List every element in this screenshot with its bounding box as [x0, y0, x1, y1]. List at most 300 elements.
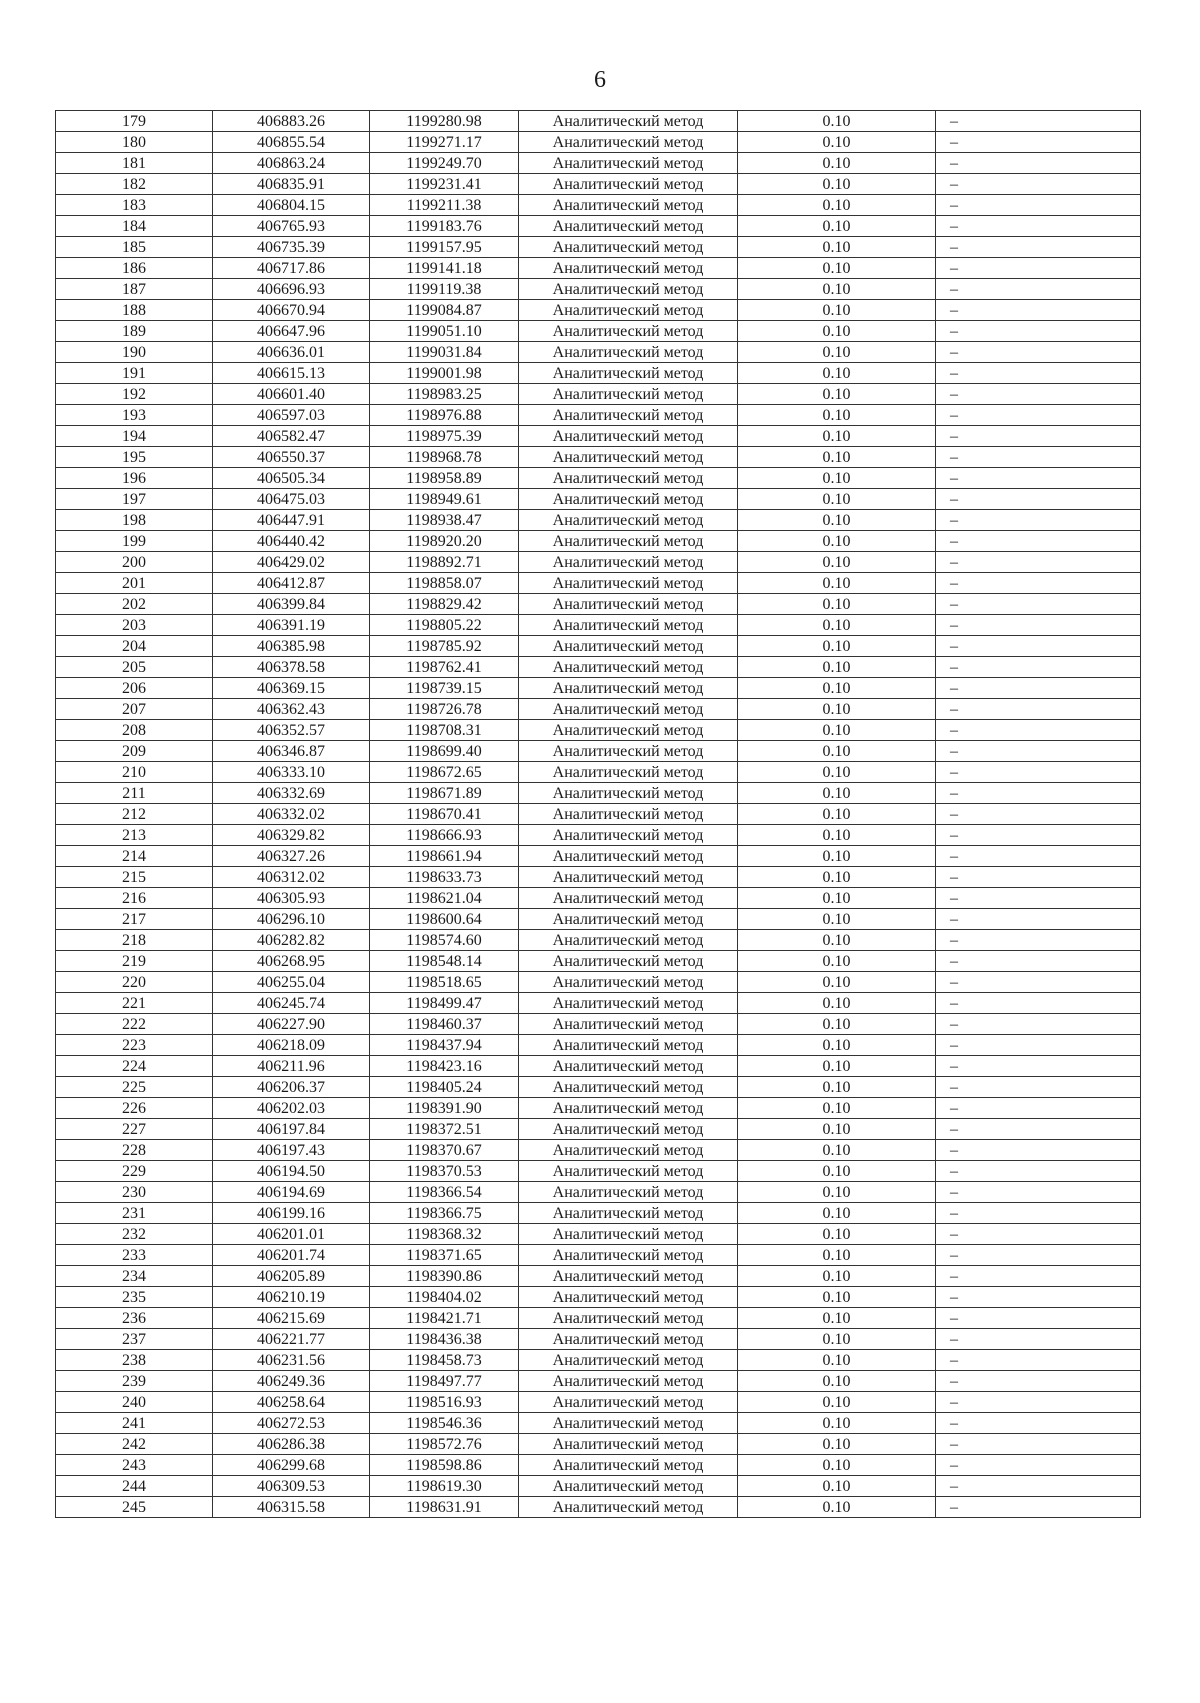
method-cell: Аналитический метод — [519, 1476, 738, 1497]
point-number-cell: 211 — [56, 783, 213, 804]
x-coordinate-cell: 406429.02 — [213, 552, 370, 573]
x-coordinate-cell: 406272.53 — [213, 1413, 370, 1434]
method-cell: Аналитический метод — [519, 321, 738, 342]
description-cell: – — [936, 1371, 1141, 1392]
table-row — [56, 846, 1141, 867]
point-number-cell: 199 — [56, 531, 213, 552]
precision-cell: 0.10 — [738, 867, 936, 888]
y-coordinate-cell: 1198437.94 — [370, 1035, 519, 1056]
description-cell: – — [936, 1077, 1141, 1098]
y-coordinate-cell: 1198390.86 — [370, 1266, 519, 1287]
x-coordinate-cell: 406385.98 — [213, 636, 370, 657]
x-coordinate-cell: 406206.37 — [213, 1077, 370, 1098]
precision-cell: 0.10 — [738, 1266, 936, 1287]
table-row — [56, 993, 1141, 1014]
description-cell: – — [936, 1476, 1141, 1497]
precision-cell: 0.10 — [738, 300, 936, 321]
point-number-cell: 188 — [56, 300, 213, 321]
method-cell: Аналитический метод — [519, 846, 738, 867]
table-row — [56, 1329, 1141, 1350]
method-cell: Аналитический метод — [519, 1245, 738, 1266]
precision-cell: 0.10 — [738, 153, 936, 174]
point-number-cell: 198 — [56, 510, 213, 531]
description-cell: – — [936, 1497, 1141, 1518]
precision-cell: 0.10 — [738, 825, 936, 846]
y-coordinate-cell: 1198370.67 — [370, 1140, 519, 1161]
x-coordinate-cell: 406804.15 — [213, 195, 370, 216]
table-row — [56, 468, 1141, 489]
precision-cell: 0.10 — [738, 909, 936, 930]
description-cell: – — [936, 1434, 1141, 1455]
precision-cell: 0.10 — [738, 1308, 936, 1329]
precision-cell: 0.10 — [738, 888, 936, 909]
method-cell: Аналитический метод — [519, 489, 738, 510]
y-coordinate-cell: 1198968.78 — [370, 447, 519, 468]
method-cell: Аналитический метод — [519, 279, 738, 300]
method-cell: Аналитический метод — [519, 1266, 738, 1287]
table-row — [56, 1056, 1141, 1077]
point-number-cell: 180 — [56, 132, 213, 153]
method-cell: Аналитический метод — [519, 111, 738, 132]
x-coordinate-cell: 406597.03 — [213, 405, 370, 426]
table-row — [56, 300, 1141, 321]
x-coordinate-cell: 406412.87 — [213, 573, 370, 594]
x-coordinate-cell: 406346.87 — [213, 741, 370, 762]
description-cell: – — [936, 1413, 1141, 1434]
method-cell: Аналитический метод — [519, 1224, 738, 1245]
point-number-cell: 204 — [56, 636, 213, 657]
precision-cell: 0.10 — [738, 594, 936, 615]
y-coordinate-cell: 1198938.47 — [370, 510, 519, 531]
precision-cell: 0.10 — [738, 279, 936, 300]
y-coordinate-cell: 1198975.39 — [370, 426, 519, 447]
method-cell: Аналитический метод — [519, 1413, 738, 1434]
y-coordinate-cell: 1198404.02 — [370, 1287, 519, 1308]
description-cell: – — [936, 1308, 1141, 1329]
point-number-cell: 186 — [56, 258, 213, 279]
x-coordinate-cell: 406883.26 — [213, 111, 370, 132]
x-coordinate-cell: 406615.13 — [213, 363, 370, 384]
table-row — [56, 510, 1141, 531]
precision-cell: 0.10 — [738, 1350, 936, 1371]
coordinates-table — [55, 110, 1141, 1518]
y-coordinate-cell: 1198366.75 — [370, 1203, 519, 1224]
method-cell: Аналитический метод — [519, 510, 738, 531]
precision-cell: 0.10 — [738, 615, 936, 636]
precision-cell: 0.10 — [738, 1371, 936, 1392]
precision-cell: 0.10 — [738, 762, 936, 783]
precision-cell: 0.10 — [738, 1161, 936, 1182]
description-cell: – — [936, 363, 1141, 384]
table-row — [56, 951, 1141, 972]
x-coordinate-cell: 406227.90 — [213, 1014, 370, 1035]
point-number-cell: 240 — [56, 1392, 213, 1413]
x-coordinate-cell: 406835.91 — [213, 174, 370, 195]
y-coordinate-cell: 1198666.93 — [370, 825, 519, 846]
description-cell: – — [936, 1224, 1141, 1245]
y-coordinate-cell: 1199280.98 — [370, 111, 519, 132]
point-number-cell: 234 — [56, 1266, 213, 1287]
method-cell: Аналитический метод — [519, 300, 738, 321]
table-row — [56, 972, 1141, 993]
table-row — [56, 741, 1141, 762]
table-row — [56, 174, 1141, 195]
x-coordinate-cell: 406475.03 — [213, 489, 370, 510]
method-cell: Аналитический метод — [519, 132, 738, 153]
page-number: 6 — [594, 67, 606, 93]
table-row — [56, 447, 1141, 468]
x-coordinate-cell: 406309.53 — [213, 1476, 370, 1497]
description-cell: – — [936, 426, 1141, 447]
method-cell: Аналитический метод — [519, 468, 738, 489]
x-coordinate-cell: 406194.50 — [213, 1161, 370, 1182]
precision-cell: 0.10 — [738, 741, 936, 762]
method-cell: Аналитический метод — [519, 762, 738, 783]
point-number-cell: 195 — [56, 447, 213, 468]
description-cell: – — [936, 720, 1141, 741]
method-cell: Аналитический метод — [519, 1182, 738, 1203]
description-cell: – — [936, 321, 1141, 342]
precision-cell: 0.10 — [738, 573, 936, 594]
point-number-cell: 230 — [56, 1182, 213, 1203]
method-cell: Аналитический метод — [519, 1497, 738, 1518]
table-row — [56, 216, 1141, 237]
point-number-cell: 206 — [56, 678, 213, 699]
point-number-cell: 192 — [56, 384, 213, 405]
table-row — [56, 1350, 1141, 1371]
method-cell: Аналитический метод — [519, 909, 738, 930]
table-row — [56, 237, 1141, 258]
x-coordinate-cell: 406231.56 — [213, 1350, 370, 1371]
x-coordinate-cell: 406333.10 — [213, 762, 370, 783]
x-coordinate-cell: 406197.84 — [213, 1119, 370, 1140]
point-number-cell: 238 — [56, 1350, 213, 1371]
y-coordinate-cell: 1198829.42 — [370, 594, 519, 615]
x-coordinate-cell: 406210.19 — [213, 1287, 370, 1308]
x-coordinate-cell: 406202.03 — [213, 1098, 370, 1119]
precision-cell: 0.10 — [738, 132, 936, 153]
table-row — [56, 678, 1141, 699]
method-cell: Аналитический метод — [519, 153, 738, 174]
point-number-cell: 227 — [56, 1119, 213, 1140]
y-coordinate-cell: 1198976.88 — [370, 405, 519, 426]
table-row — [56, 1413, 1141, 1434]
precision-cell: 0.10 — [738, 1119, 936, 1140]
table-row — [56, 363, 1141, 384]
description-cell: – — [936, 1140, 1141, 1161]
precision-cell: 0.10 — [738, 216, 936, 237]
point-number-cell: 222 — [56, 1014, 213, 1035]
description-cell: – — [936, 531, 1141, 552]
point-number-cell: 190 — [56, 342, 213, 363]
y-coordinate-cell: 1198497.77 — [370, 1371, 519, 1392]
point-number-cell: 233 — [56, 1245, 213, 1266]
description-cell: – — [936, 762, 1141, 783]
method-cell: Аналитический метод — [519, 741, 738, 762]
precision-cell: 0.10 — [738, 1245, 936, 1266]
description-cell: – — [936, 972, 1141, 993]
x-coordinate-cell: 406391.19 — [213, 615, 370, 636]
x-coordinate-cell: 406717.86 — [213, 258, 370, 279]
table-row — [56, 132, 1141, 153]
y-coordinate-cell: 1198460.37 — [370, 1014, 519, 1035]
point-number-cell: 228 — [56, 1140, 213, 1161]
description-cell: – — [936, 1056, 1141, 1077]
table-row — [56, 804, 1141, 825]
point-number-cell: 202 — [56, 594, 213, 615]
y-coordinate-cell: 1198726.78 — [370, 699, 519, 720]
table-row — [56, 426, 1141, 447]
y-coordinate-cell: 1198372.51 — [370, 1119, 519, 1140]
precision-cell: 0.10 — [738, 363, 936, 384]
x-coordinate-cell: 406327.26 — [213, 846, 370, 867]
method-cell: Аналитический метод — [519, 174, 738, 195]
method-cell: Аналитический метод — [519, 678, 738, 699]
y-coordinate-cell: 1199031.84 — [370, 342, 519, 363]
point-number-cell: 223 — [56, 1035, 213, 1056]
precision-cell: 0.10 — [738, 972, 936, 993]
y-coordinate-cell: 1199271.17 — [370, 132, 519, 153]
precision-cell: 0.10 — [738, 1203, 936, 1224]
method-cell: Аналитический метод — [519, 552, 738, 573]
table-row — [56, 615, 1141, 636]
y-coordinate-cell: 1198391.90 — [370, 1098, 519, 1119]
x-coordinate-cell: 406735.39 — [213, 237, 370, 258]
description-cell: – — [936, 1203, 1141, 1224]
method-cell: Аналитический метод — [519, 1077, 738, 1098]
method-cell: Аналитический метод — [519, 426, 738, 447]
method-cell: Аналитический метод — [519, 867, 738, 888]
x-coordinate-cell: 406258.64 — [213, 1392, 370, 1413]
point-number-cell: 237 — [56, 1329, 213, 1350]
table-row — [56, 531, 1141, 552]
point-number-cell: 179 — [56, 111, 213, 132]
y-coordinate-cell: 1198518.65 — [370, 972, 519, 993]
y-coordinate-cell: 1198762.41 — [370, 657, 519, 678]
table-row — [56, 552, 1141, 573]
point-number-cell: 245 — [56, 1497, 213, 1518]
method-cell: Аналитический метод — [519, 825, 738, 846]
description-cell: – — [936, 615, 1141, 636]
description-cell: – — [936, 552, 1141, 573]
table-row — [56, 1203, 1141, 1224]
x-coordinate-cell: 406249.36 — [213, 1371, 370, 1392]
method-cell: Аналитический метод — [519, 363, 738, 384]
point-number-cell: 189 — [56, 321, 213, 342]
description-cell: – — [936, 573, 1141, 594]
y-coordinate-cell: 1198370.53 — [370, 1161, 519, 1182]
table-row — [56, 1014, 1141, 1035]
x-coordinate-cell: 406447.91 — [213, 510, 370, 531]
point-number-cell: 220 — [56, 972, 213, 993]
precision-cell: 0.10 — [738, 1434, 936, 1455]
precision-cell: 0.10 — [738, 951, 936, 972]
point-number-cell: 208 — [56, 720, 213, 741]
description-cell: – — [936, 1182, 1141, 1203]
x-coordinate-cell: 406362.43 — [213, 699, 370, 720]
table-row — [56, 930, 1141, 951]
x-coordinate-cell: 406201.74 — [213, 1245, 370, 1266]
precision-cell: 0.10 — [738, 783, 936, 804]
precision-cell: 0.10 — [738, 447, 936, 468]
precision-cell: 0.10 — [738, 1455, 936, 1476]
x-coordinate-cell: 406863.24 — [213, 153, 370, 174]
x-coordinate-cell: 406282.82 — [213, 930, 370, 951]
table-row — [56, 699, 1141, 720]
description-cell: – — [936, 783, 1141, 804]
x-coordinate-cell: 406329.82 — [213, 825, 370, 846]
description-cell: – — [936, 1266, 1141, 1287]
point-number-cell: 239 — [56, 1371, 213, 1392]
method-cell: Аналитический метод — [519, 993, 738, 1014]
y-coordinate-cell: 1198892.71 — [370, 552, 519, 573]
x-coordinate-cell: 406332.69 — [213, 783, 370, 804]
method-cell: Аналитический метод — [519, 657, 738, 678]
point-number-cell: 194 — [56, 426, 213, 447]
precision-cell: 0.10 — [738, 1098, 936, 1119]
y-coordinate-cell: 1199141.18 — [370, 258, 519, 279]
x-coordinate-cell: 406199.16 — [213, 1203, 370, 1224]
precision-cell: 0.10 — [738, 1014, 936, 1035]
description-cell: – — [936, 132, 1141, 153]
point-number-cell: 207 — [56, 699, 213, 720]
method-cell: Аналитический метод — [519, 1287, 738, 1308]
method-cell: Аналитический метод — [519, 216, 738, 237]
precision-cell: 0.10 — [738, 1077, 936, 1098]
description-cell: – — [936, 1329, 1141, 1350]
table-row — [56, 1245, 1141, 1266]
description-cell: – — [936, 993, 1141, 1014]
point-number-cell: 185 — [56, 237, 213, 258]
method-cell: Аналитический метод — [519, 195, 738, 216]
method-cell: Аналитический метод — [519, 1308, 738, 1329]
y-coordinate-cell: 1199211.38 — [370, 195, 519, 216]
description-cell: – — [936, 804, 1141, 825]
description-cell: – — [936, 1119, 1141, 1140]
table-row — [56, 783, 1141, 804]
table-row — [56, 1287, 1141, 1308]
y-coordinate-cell: 1198574.60 — [370, 930, 519, 951]
method-cell: Аналитический метод — [519, 447, 738, 468]
point-number-cell: 216 — [56, 888, 213, 909]
y-coordinate-cell: 1198458.73 — [370, 1350, 519, 1371]
y-coordinate-cell: 1199051.10 — [370, 321, 519, 342]
table-row — [56, 594, 1141, 615]
table-row — [56, 1224, 1141, 1245]
precision-cell: 0.10 — [738, 1497, 936, 1518]
description-cell: – — [936, 510, 1141, 531]
x-coordinate-cell: 406201.01 — [213, 1224, 370, 1245]
y-coordinate-cell: 1198572.76 — [370, 1434, 519, 1455]
precision-cell: 0.10 — [738, 510, 936, 531]
table-row — [56, 867, 1141, 888]
precision-cell: 0.10 — [738, 342, 936, 363]
method-cell: Аналитический метод — [519, 1371, 738, 1392]
y-coordinate-cell: 1199001.98 — [370, 363, 519, 384]
x-coordinate-cell: 406245.74 — [213, 993, 370, 1014]
y-coordinate-cell: 1198548.14 — [370, 951, 519, 972]
table-row — [56, 1140, 1141, 1161]
precision-cell: 0.10 — [738, 195, 936, 216]
table-row — [56, 762, 1141, 783]
y-coordinate-cell: 1198499.47 — [370, 993, 519, 1014]
y-coordinate-cell: 1198516.93 — [370, 1392, 519, 1413]
x-coordinate-cell: 406369.15 — [213, 678, 370, 699]
y-coordinate-cell: 1198633.73 — [370, 867, 519, 888]
method-cell: Аналитический метод — [519, 342, 738, 363]
y-coordinate-cell: 1198598.86 — [370, 1455, 519, 1476]
table-row — [56, 1266, 1141, 1287]
method-cell: Аналитический метод — [519, 1140, 738, 1161]
y-coordinate-cell: 1198368.32 — [370, 1224, 519, 1245]
point-number-cell: 193 — [56, 405, 213, 426]
table-row — [56, 825, 1141, 846]
y-coordinate-cell: 1199157.95 — [370, 237, 519, 258]
precision-cell: 0.10 — [738, 1140, 936, 1161]
point-number-cell: 225 — [56, 1077, 213, 1098]
x-coordinate-cell: 406197.43 — [213, 1140, 370, 1161]
description-cell: – — [936, 636, 1141, 657]
precision-cell: 0.10 — [738, 237, 936, 258]
description-cell: – — [936, 888, 1141, 909]
description-cell: – — [936, 405, 1141, 426]
y-coordinate-cell: 1198785.92 — [370, 636, 519, 657]
method-cell: Аналитический метод — [519, 405, 738, 426]
x-coordinate-cell: 406215.69 — [213, 1308, 370, 1329]
y-coordinate-cell: 1198661.94 — [370, 846, 519, 867]
table-row — [56, 1476, 1141, 1497]
y-coordinate-cell: 1198371.65 — [370, 1245, 519, 1266]
point-number-cell: 212 — [56, 804, 213, 825]
description-cell: – — [936, 867, 1141, 888]
description-cell: – — [936, 909, 1141, 930]
point-number-cell: 235 — [56, 1287, 213, 1308]
precision-cell: 0.10 — [738, 384, 936, 405]
description-cell: – — [936, 678, 1141, 699]
table-row — [56, 321, 1141, 342]
x-coordinate-cell: 406765.93 — [213, 216, 370, 237]
table-row — [56, 1371, 1141, 1392]
description-cell: – — [936, 930, 1141, 951]
x-coordinate-cell: 406221.77 — [213, 1329, 370, 1350]
description-cell: – — [936, 447, 1141, 468]
description-cell: – — [936, 657, 1141, 678]
table-row — [56, 1098, 1141, 1119]
precision-cell: 0.10 — [738, 1182, 936, 1203]
y-coordinate-cell: 1198920.20 — [370, 531, 519, 552]
x-coordinate-cell: 406299.68 — [213, 1455, 370, 1476]
x-coordinate-cell: 406505.34 — [213, 468, 370, 489]
description-cell: – — [936, 216, 1141, 237]
description-cell: – — [936, 1350, 1141, 1371]
description-cell: – — [936, 1392, 1141, 1413]
method-cell: Аналитический метод — [519, 951, 738, 972]
x-coordinate-cell: 406440.42 — [213, 531, 370, 552]
point-number-cell: 229 — [56, 1161, 213, 1182]
point-number-cell: 183 — [56, 195, 213, 216]
x-coordinate-cell: 406211.96 — [213, 1056, 370, 1077]
description-cell: – — [936, 951, 1141, 972]
table-row — [56, 720, 1141, 741]
x-coordinate-cell: 406399.84 — [213, 594, 370, 615]
method-cell: Аналитический метод — [519, 1203, 738, 1224]
point-number-cell: 243 — [56, 1455, 213, 1476]
x-coordinate-cell: 406332.02 — [213, 804, 370, 825]
point-number-cell: 196 — [56, 468, 213, 489]
y-coordinate-cell: 1198699.40 — [370, 741, 519, 762]
y-coordinate-cell: 1198600.64 — [370, 909, 519, 930]
precision-cell: 0.10 — [738, 678, 936, 699]
